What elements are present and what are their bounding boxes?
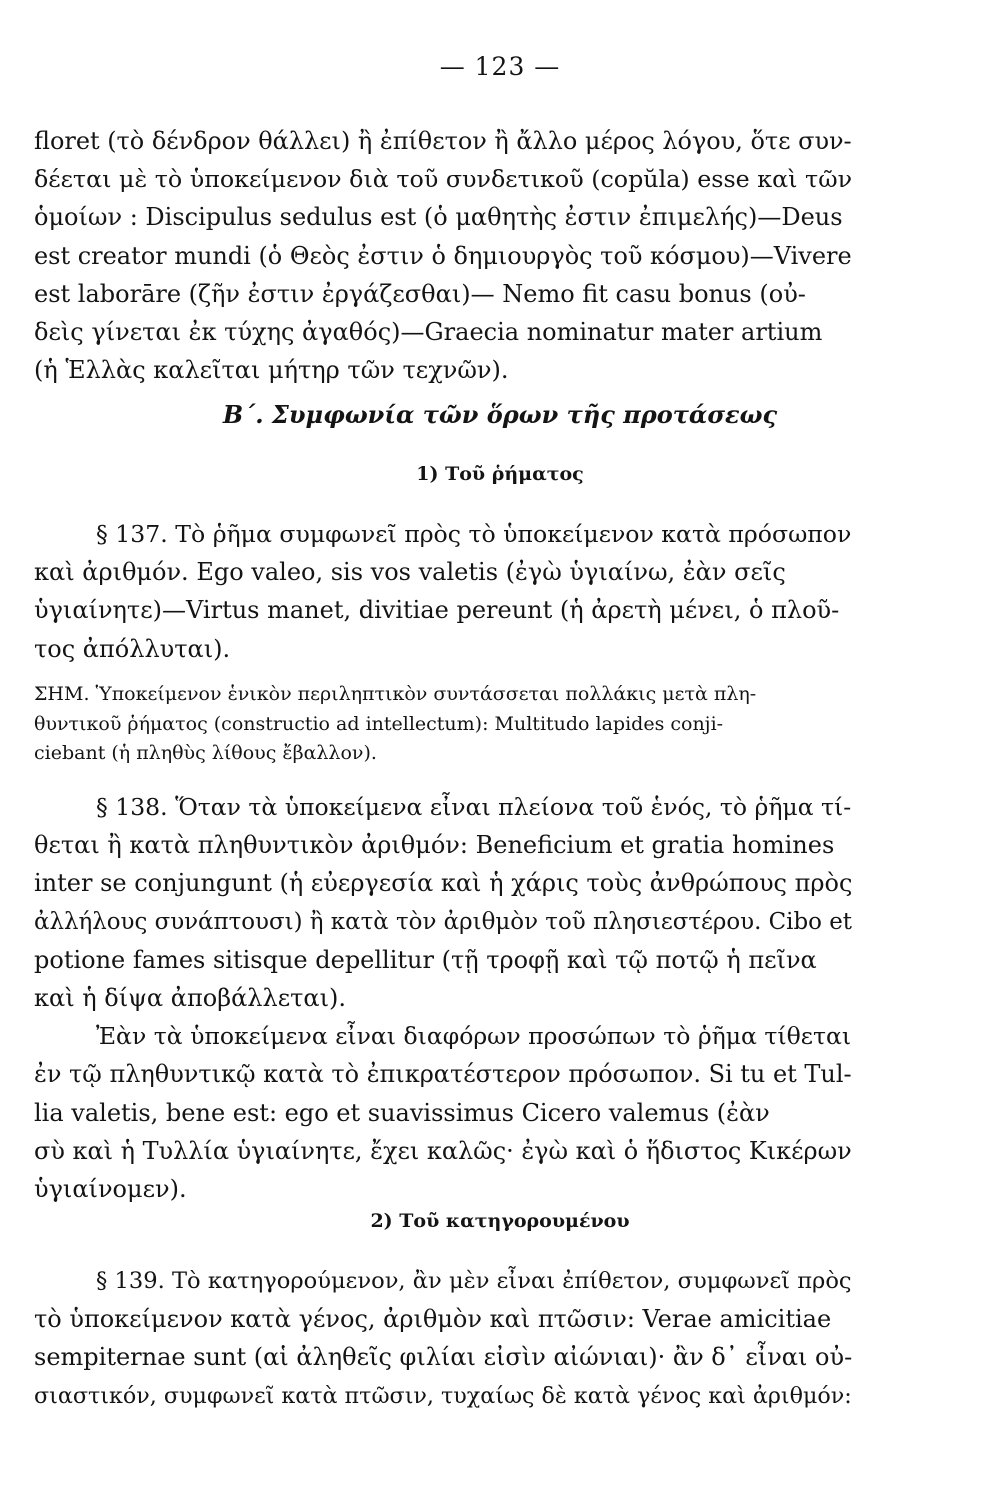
intro-paragraph [34,122,852,389]
text-line: floret (τὸ δένδρον θάλλει) ἢ ἐπίθετον ἢ ἄλλο μέρος λόγου, ὅτε συν- [34,127,852,155]
paragraph-137 [34,515,852,668]
note-line: θυντικοῦ ῥήματος (constructio ad intellectum): Multitudo lapides conji- [34,712,724,735]
text-line: ὑγιαίνομεν). [34,1174,187,1203]
note-paragraph [34,680,852,769]
text-line: ὑγιαίνητε)—Virtus manet, divitiae pereunt (ἡ ἀρετὴ μένει, ὁ πλοῦ- [34,596,840,625]
text-line: τὸ ὑποκείμενον κατὰ γένος, ἀριθμὸν καὶ πτῶσιν: Verae amicitiae [34,1305,832,1334]
paragraph-138 [34,788,852,1208]
text-line: ἀλλήλους συνάπτουσι) ἢ κατὰ τὸν ἀριθμὸν τοῦ πλησιεστέρου. Cibo et [34,908,852,935]
text-line: (ἡ Ἑλλὰς καλεῖται μήτηρ τῶν τεχνῶν). [34,356,509,385]
section-title: Β΄. Συμφωνία τῶν ὅρων τῆς προτάσεως [222,400,778,429]
text-line: σὺ καὶ ἡ Τυλλία ὑγιαίνητε, ἔχει καλῶς· ἐγὼ καὶ ὁ ἥδιστος Κικέρων [34,1136,852,1165]
subsection-heading-predicate: 2) Τοῦ κατηγορουμένου [370,1210,630,1232]
text-line: σιαστικόν, συμφωνεῖ κατὰ πτῶσιν, τυχαίως δὲ κατὰ γένος καὶ ἀριθμόν: [34,1382,852,1409]
text-line: καὶ ἀριθμόν. Ego valeo, sis vos valetis (ἐγὼ ὑγιαίνω, ἐὰν σεῖς [34,558,786,587]
text-line: lia valetis, bene est: ego et suavissimus Cicero valemus (ἐὰν [34,1098,770,1127]
text-line: δέεται μὲ τὸ ὑποκείμενον διὰ τοῦ συνδετικοῦ (copŭla) esse καὶ τῶν [34,165,853,194]
text-line: potione fames sitisque depellitur (τῇ τροφῇ καὶ τῷ ποτῷ ἡ πεῖνα [34,945,817,974]
text-line: inter se conjungunt (ἡ εὐεργεσία καὶ ἡ χάρις τοὺς ἀνθρώπους πρὸς [34,869,853,898]
text-line: τος ἀπόλλυται). [34,634,231,663]
text-line: θεται ἢ κατὰ πληθυντικὸν ἀριθμόν: Beneficium et gratia homines [34,831,835,860]
text-line: § 137. Τὸ ῥῆμα συμφωνεῖ πρὸς τὸ ὑποκείμενον κατὰ πρόσωπον [96,520,852,548]
text-line: ὁμοίων : Discipulus sedulus est (ὁ μαθητὴς ἐστιν ἐπιμελής)—Deus [34,203,843,232]
text-line: ἐν τῷ πληθυντικῷ κατὰ τὸ ἐπικρατέστερον πρόσωπον. Si tu et Tul- [34,1060,852,1089]
text-line: § 138. Ὅταν τὰ ὑποκείμενα εἶναι πλείονα τοῦ ἑνός, τὸ ῥῆμα τί- [96,793,852,821]
paragraph-139 [34,1262,852,1415]
text-line: καὶ ἡ δίψα ἀποβάλλεται). [34,983,347,1012]
page-number: — 123 — [439,52,561,81]
text-line: Ἐὰν τὰ ὑποκείμενα εἶναι διαφόρων προσώπων τὸ ῥῆμα τίθεται [96,1022,852,1051]
text-line: sempiternae sunt (αἱ ἀληθεῖς φιλίαι εἰσὶν αἰώνιαι)· ἂν δ᾽ εἶναι οὐ- [34,1343,853,1372]
text-line: est creator mundi (ὁ Θεὸς ἐστιν ὁ δημιουργὸς τοῦ κόσμου)—Vivere [34,241,852,270]
note-line: ciebant (ἡ πληθὺς λίθους ἔβαλλον). [34,742,377,764]
note-line: ΣΗΜ. Ὑποκείμενον ἑνικὸν περιληπτικὸν συντάσσεται πολλάκις μετὰ πλη- [34,683,757,705]
text-line: δεὶς γίνεται ἐκ τύχης ἀγαθός)—Graecia nominatur mater artium [34,317,823,346]
text-line: est laborāre (ζῆν ἐστιν ἐργάζεσθαι)— Nemo fit casu bonus (οὐ- [34,279,806,308]
text-line: § 139. Τὸ κατηγορούμενον, ἂν μὲν εἶναι ἐπίθετον, συμφωνεῖ πρὸς [96,1268,852,1294]
subsection-heading-verb: 1) Τοῦ ῥήματος [416,463,584,485]
